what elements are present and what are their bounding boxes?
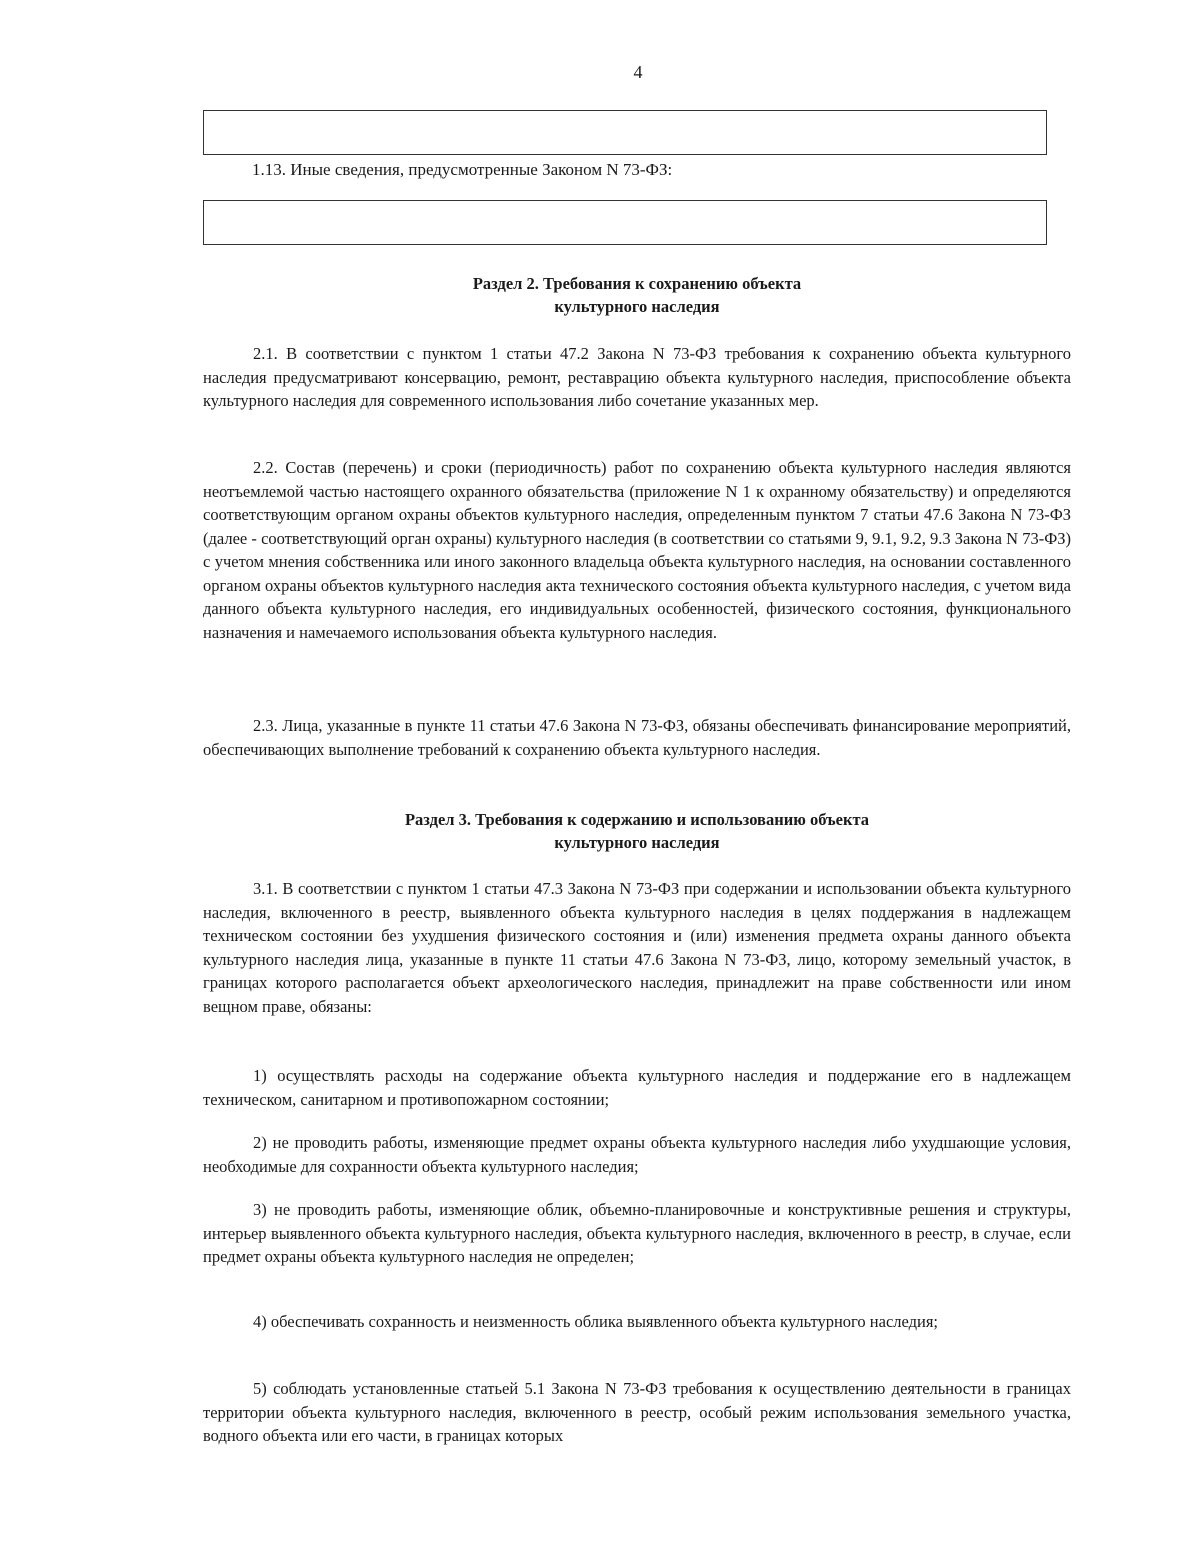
section-2-title-line2: культурного наследия (554, 297, 720, 316)
item-1-13-label: 1.13. Иные сведения, предусмотренные Законом N 73-ФЗ: (252, 160, 673, 179)
list-item: 1) осуществлять расходы на содержание объекта культурного наследия и поддержание его в надлежащем техническом, санитарном и противопожарном состоянии; (203, 1066, 1071, 1109)
section-2-title-line1: Раздел 2. Требования к сохранению объекта (472, 274, 802, 293)
section-3-title (203, 808, 1071, 854)
section-3-title-line2: культурного наследия (554, 833, 720, 852)
list-item: 2) не проводить работы, изменяющие предмет охраны объекта культурного наследия либо ухудшающие условия, необходимые для сохранности объекта культурного наследия; (203, 1133, 1071, 1176)
list-item: 4) обеспечивать сохранность и неизменность облика выявленного объекта культурного наследия; (253, 1312, 938, 1331)
paragraph-2-1: 2.1. В соответствии с пунктом 1 статьи 47.2 Закона N 73-ФЗ требования к сохранению объекта культурного наследия предусматривают консервацию, ремонт, реставрацию объекта культурного наследия, приспособление объекта культурного наследия для современного использования либо сочетание указанных мер. (203, 344, 1071, 410)
empty-field-box (203, 110, 1047, 155)
paragraph-2-2: 2.2. Состав (перечень) и сроки (периодичность) работ по сохранению объекта культурного наследия являются неотъемлемой частью настоящего охранного обязательства (приложение N 1 к охранному обязательству) и определяются соответствующим органом охраны объектов культурного наследия, определенным пунктом 7 статьи 47.6 Закона N 73-ФЗ (далее - соответствующий орган охраны) культурного наследия (в соответствии со статьями 9, 9.1, 9.2, 9.3 Закона N 73-ФЗ) с учетом мнения собственника или иного законного владельца объекта культурного наследия, на основании составленного органом охраны объектов культурного наследия акта технического состояния объекта культурного наследия, с учетом вида данного объекта культурного наследия, его индивидуальных особенностей, физического состояния, функционального назначения и намечаемого использования объекта культурного наследия. (203, 458, 1071, 642)
section-2-title (203, 272, 1071, 318)
page-number: 4 (633, 62, 643, 82)
other-info-field-box (203, 200, 1047, 245)
paragraph-2-3: 2.3. Лица, указанные в пункте 11 статьи 47.6 Закона N 73-ФЗ, обязаны обеспечивать финансирование мероприятий, обеспечивающих выполнение требований к сохранению объекта культурного наследия. (203, 716, 1071, 759)
list-item: 5) соблюдать установленные статьей 5.1 Закона N 73-ФЗ требования к осуществлению деятельности в границах территории объекта культурного наследия, включенного в реестр, особый режим использования земельного участка, водного объекта или его части, в границах которых (203, 1379, 1071, 1445)
list-item: 3) не проводить работы, изменяющие облик, объемно-планировочные и конструктивные решения и структуры, интерьер выявленного объекта культурного наследия, объекта культурного наследия, включенного в реестр, в случае, если предмет охраны объекта культурного наследия не определен; (203, 1200, 1071, 1266)
paragraph-3-1: 3.1. В соответствии с пунктом 1 статьи 47.3 Закона N 73-ФЗ при содержании и использовании объекта культурного наследия, включенного в реестр, выявленного объекта культурного наследия в целях поддержания в надлежащем техническом состоянии без ухудшения физического состояния и (или) изменения предмета охраны данного объекта культурного наследия лица, указанные в пункте 11 статьи 47.6 Закона N 73-ФЗ, лицо, которому земельный участок, в границах которого располагается объект археологического наследия, принадлежит на праве собственности или ином вещном праве, обязаны: (203, 879, 1071, 1016)
section-3-title-line1: Раздел 3. Требования к содержанию и использованию объекта (404, 810, 870, 829)
